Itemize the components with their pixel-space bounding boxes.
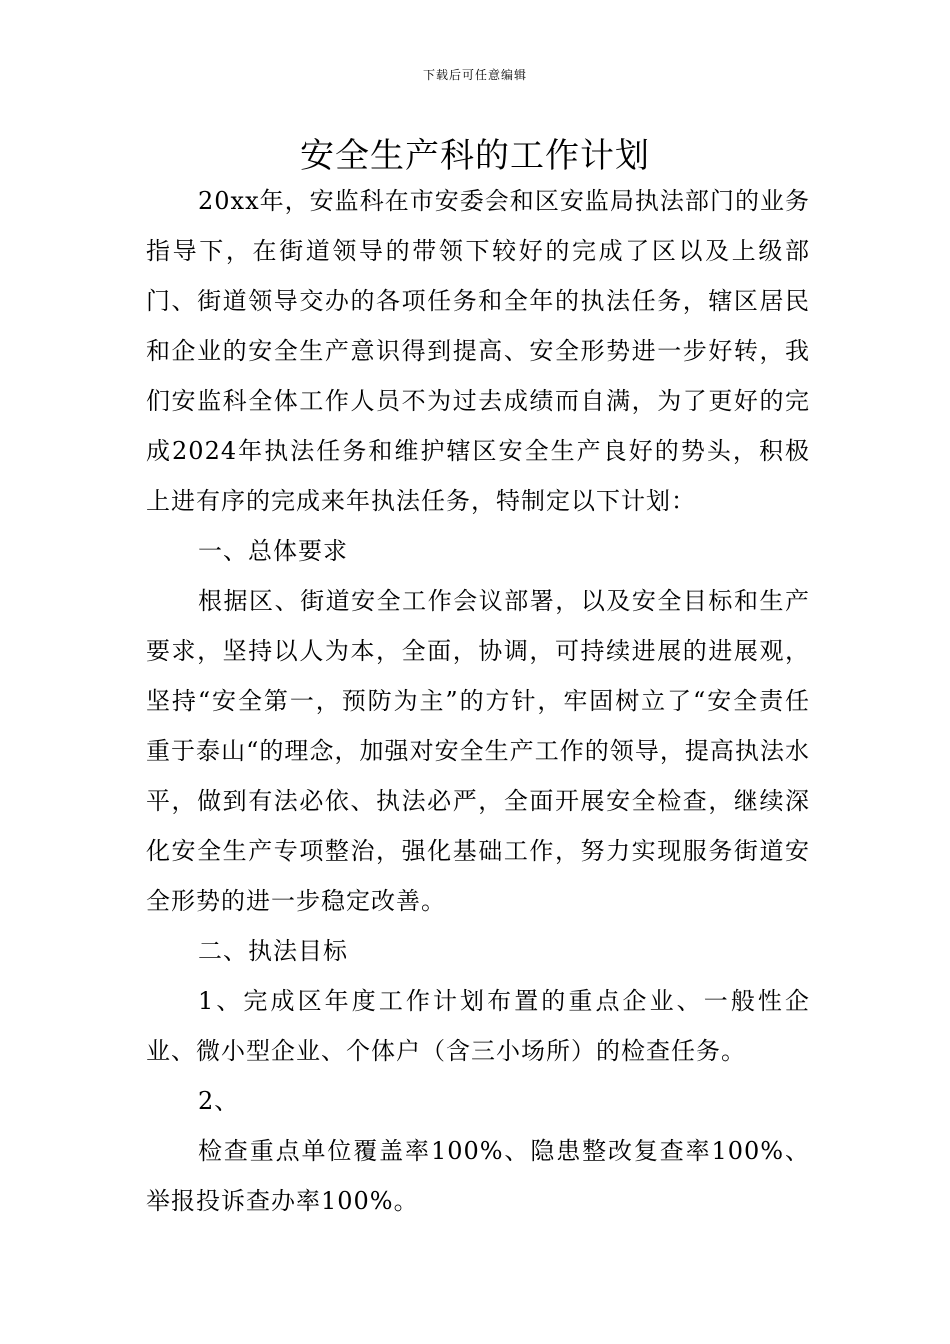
heading-general-requirements: 一、总体要求	[198, 537, 348, 565]
paragraph-general-requirements: 根据区、街道安全工作会议部署，以及安全目标和生产要求，坚持以人为本，全面，协调，可持续进展的进展观，坚持“安全第一，预防为主”的方针，牢固树立了“安全责任重于泰山“的理念，加强对安全生产工作的领导，提高执法水平，做到有法必依、执法必严，全面开展安全检查，继续深化安全生产专项整治，强化基础工作，努力实现服务街道安全形势的进一步稳定改善。	[146, 587, 810, 915]
document-title: 安全生产科的工作计划	[300, 136, 650, 176]
paragraph-goal-1: 1、完成区年度工作计划布置的重点企业、一般性企业、微小型企业、个体户（含三小场所）的检查任务。	[146, 987, 810, 1065]
document-body	[146, 176, 810, 1226]
paragraph-goal-2: 检查重点单位覆盖率100%、隐患整改复查率100%、举报投诉查办率100%。	[146, 1137, 810, 1215]
header-note: 下载后可任意编辑	[422, 68, 527, 82]
heading-enforcement-goals: 二、执法目标	[198, 937, 348, 965]
paragraph-goal-2-number: 2、	[198, 1087, 240, 1115]
paragraph-intro: 20xx年，安监科在市安委会和区安监局执法部门的业务指导下，在街道领导的带领下较好的完成了区以及上级部门、街道领导交办的各项任务和全年的执法任务，辖区居民和企业的安全生产意识得到提高、安全形势进一步好转，我们安监科全体工作人员不为过去成绩而自满，为了更好的完成2024年执法任务和维护辖区安全生产良好的势头，积极上进有序的完成来年执法任务，特制定以下计划：	[146, 187, 810, 515]
